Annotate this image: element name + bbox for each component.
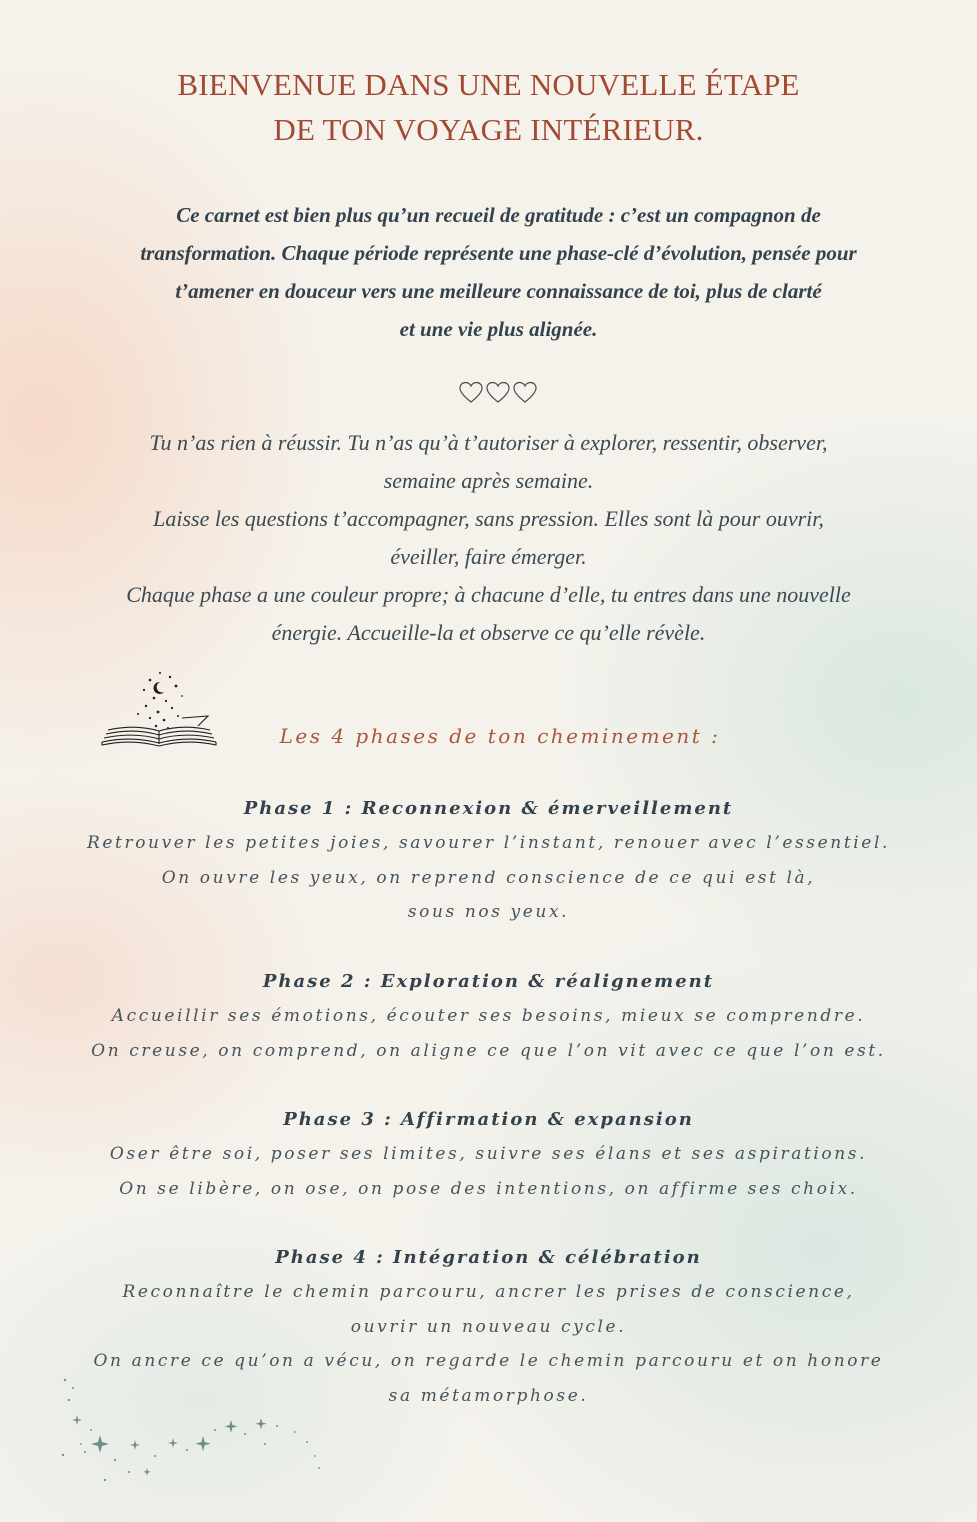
intro-paragraph [90,196,907,348]
message-line: Laisse les questions t’accompagner, sans pression. Elles sont là pour ouvrir, [153,506,824,531]
three-hearts-icon [458,380,538,406]
message-line: Chaque phase a une couleur propre; à chacune d’elle, tu entres dans une nouvelle [126,582,851,607]
phase-description-line: On ancre ce qu’on a vécu, on regarde le chemin parcouru et on honore [93,1351,884,1371]
phases-heading: Les 4 phases de ton cheminement : [279,724,721,748]
intro-line: et une vie plus alignée. [399,317,598,341]
page-title-line-1: BIENVENUE DANS UNE NOUVELLE ÉTAPE [177,67,800,102]
phase-description-line: Accueillir ses émotions, écouter ses besoins, mieux se comprendre. [111,1006,866,1026]
phase-1-block [60,792,917,930]
phase-title: Phase 3 : Affirmation & expansion [283,1109,694,1130]
intro-line: t’amener en douceur vers une meilleure connaissance de toi, plus de clarté [175,279,822,303]
phase-description-line: On ouvre les yeux, on reprend conscience de ce qui est là, [161,867,816,888]
page-title-line-2: DE TON VOYAGE INTÉRIEUR. [273,112,704,147]
phase-description-line: Reconnaître le chemin parcouru, ancrer les prises de conscience, [122,1282,855,1302]
intro-line: transformation. Chaque période représente une phase-clé d’évolution, pensée pour [140,241,857,265]
phase-title: Phase 1 : Reconnexion & émerveillement [243,798,734,819]
phase-3-block [60,1103,917,1206]
phase-description-line: Oser être soi, poser ses limites, suivre ses élans et ses aspirations. [109,1144,868,1164]
sparkles-icon [55,1360,335,1500]
message-line: semaine après semaine. [383,468,594,493]
phase-title: Phase 2 : Exploration & réalignement [262,971,715,992]
phase-title: Phase 4 : Intégration & célébration [275,1247,702,1268]
phase-description-line: Retrouver les petites joies, savourer l’instant, renouer avec l’essentiel. [86,833,891,853]
page-title [0,62,977,152]
phase-description-line: sa métamorphose. [388,1385,589,1406]
message-line: éveiller, faire émerger. [390,544,587,569]
message-line: Tu n’as rien à réussir. Tu n’as qu’à t’autoriser à explorer, ressentir, observer, [149,430,828,455]
message-line: énergie. Accueille-la et observe ce qu’elle révèle. [271,620,706,645]
phase-2-block [60,965,917,1068]
phase-description-line: ouvrir un nouveau cycle. [350,1316,627,1337]
intro-line: Ce carnet est bien plus qu’un recueil de gratitude : c’est un compagnon de [176,203,821,227]
encouragement-paragraph [80,424,897,652]
phase-description-line: On se libère, on ose, on pose des intentions, on affirme ses choix. [119,1178,858,1199]
phase-description-line: On creuse, on comprend, on aligne ce que l’on vit avec ce que l’on est. [91,1040,886,1061]
phase-description-line: sous nos yeux. [407,902,570,922]
